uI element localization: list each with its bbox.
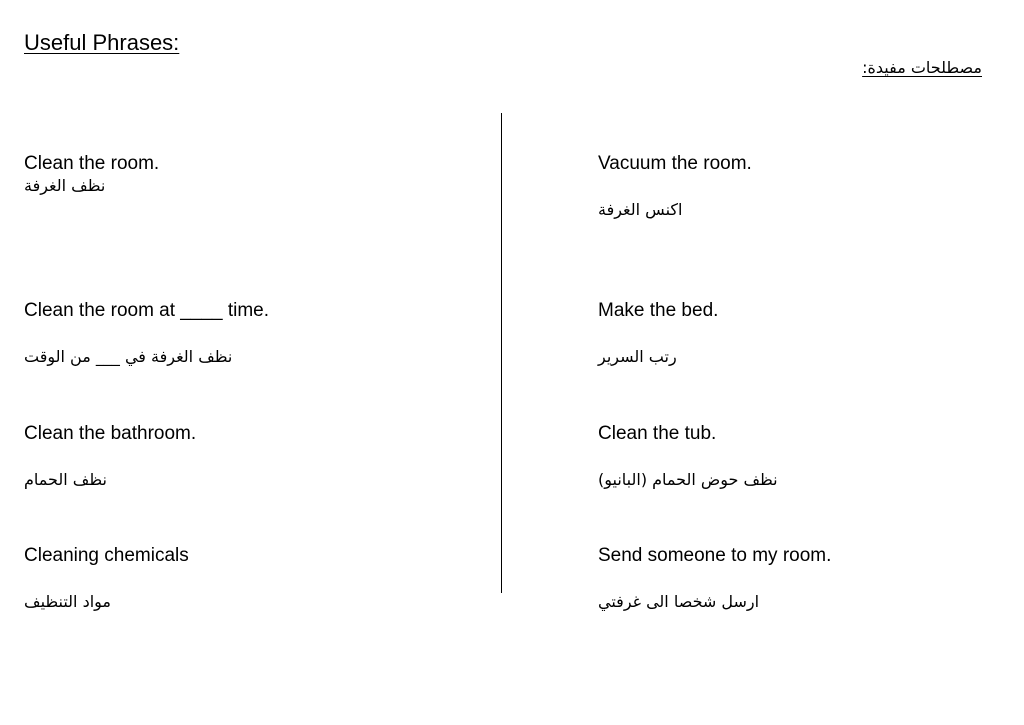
phrase-en-make-bed: Make the bed. <box>598 300 719 321</box>
phrase-ar-clean-room: نظف الغرفة <box>24 176 106 195</box>
phrase-en-clean-room: Clean the room. <box>24 153 160 174</box>
phrase-ar-clean-tub: نظف حوض الحمام (البانيو) <box>598 470 778 489</box>
phrase-en-clean-tub: Clean the tub. <box>598 423 717 444</box>
phrase-en-send-someone: Send someone to my room. <box>598 545 832 566</box>
phrase-en-clean-bathroom: Clean the bathroom. <box>24 423 197 444</box>
column-divider <box>501 113 502 593</box>
phrase-en-clean-room-at-time: Clean the room at ____ time. <box>24 300 270 321</box>
page-title: Useful Phrases: <box>24 30 180 55</box>
phrase-en-vacuum-room: Vacuum the room. <box>598 153 752 174</box>
phrase-ar-send-someone: ارسل شخصا الى غرفتي <box>598 592 760 611</box>
phrase-ar-clean-room-at-time: نظف الغرفة في ___ من الوقت <box>24 347 233 366</box>
phrase-en-cleaning-chemicals: Cleaning chemicals <box>24 545 189 566</box>
phrase-ar-cleaning-chemicals: مواد التنظيف <box>24 592 111 611</box>
phrase-ar-vacuum-room: اكنس الغرفة <box>598 200 683 219</box>
page-title-arabic: مصطلحات مفيدة: <box>862 58 982 77</box>
phrase-ar-make-bed: رتب السرير <box>598 347 677 366</box>
phrase-ar-clean-bathroom: نظف الحمام <box>24 470 107 489</box>
